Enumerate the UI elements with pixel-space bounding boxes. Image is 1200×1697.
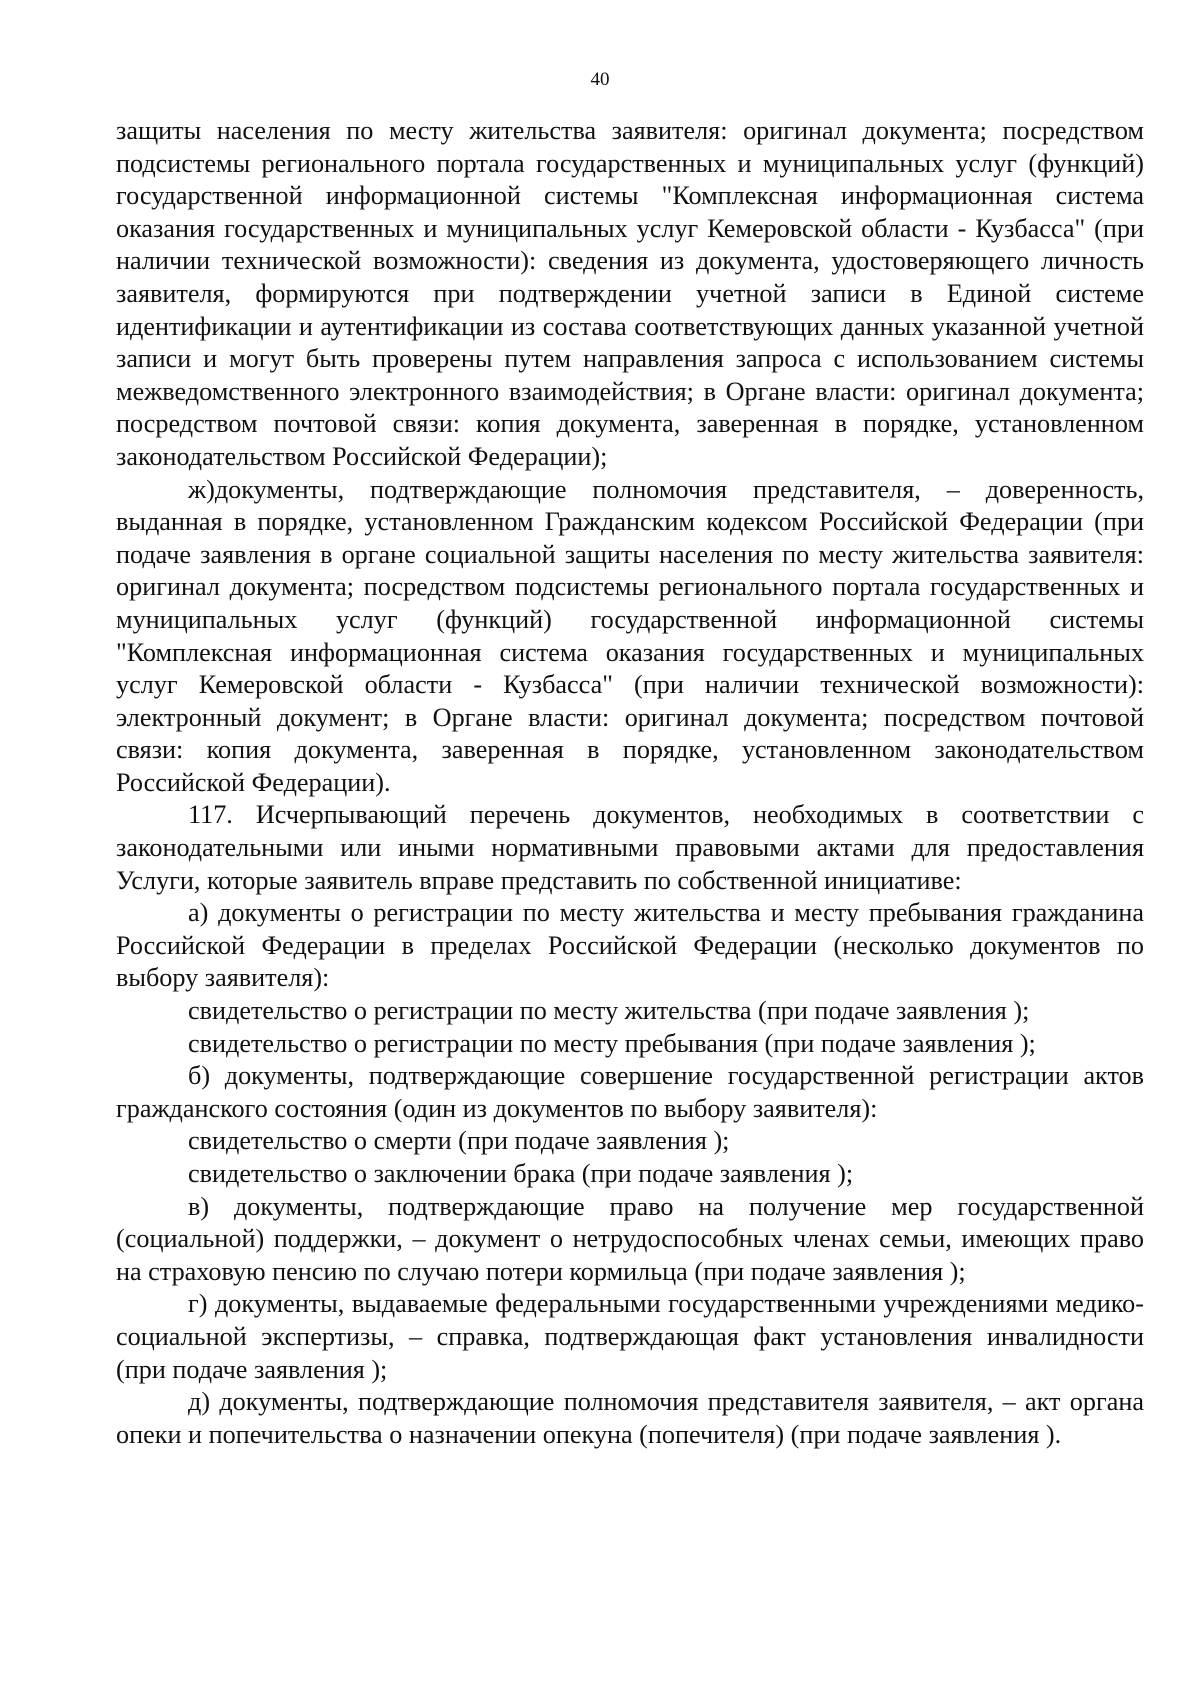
paragraph-item-a-2: свидетельство о регистрации по месту пребывания (при подаче заявления ); xyxy=(188,1028,1036,1058)
paragraph-item-b: б) документы, подтверждающие совершение государственной регистрации актов гражданского состояния (один из документов по выбору заявителя): xyxy=(116,1061,1144,1123)
paragraph-item-b-2: свидетельство о заключении брака (при подаче заявления ); xyxy=(188,1159,854,1188)
page-number: 40 xyxy=(590,69,610,90)
paragraph-item-g: г) документы, выдаваемые федеральными государственными учреждениями медико-социальной экспертизы, – справка, подтверждающая факт установления инвалидности (при подаче заявления ); xyxy=(116,1289,1144,1384)
document-body xyxy=(116,115,1144,1451)
paragraph-item-b-1: свидетельство о смерти (при подаче заявления ); xyxy=(188,1126,730,1156)
paragraph-117: 117. Исчерпывающий перечень документов, необходимых в соответствии с законодательными или иными нормативными правовыми актами для предоставления Услуги, которые заявитель вправе представить по собственной инициативе: xyxy=(116,800,1144,895)
paragraph-continuation: защиты населения по месту жительства заявителя: оригинал документа; посредством подсистемы регионального портала государственных и муниципальных услуг (функций) государственной информационной системы "Комплексная информационная система оказания государственных и муниципальных услуг Кемеровской области - Кузбасса" (при наличии технической возможности): сведения из документа, удостоверяющего личность заявителя, формируются при подтверждении учетной записи в Единой системе идентификации и аутентификации из состава соответствующих данных указанной учетной записи и могут быть проверены путем направления запроса с использованием системы межведомственного электронного взаимодействия; в Органе власти: оригинал документа; посредством почтовой связи: копия документа, заверенная в порядке, установленном законодательством Российской Федерации); xyxy=(116,116,1144,471)
paragraph-item-a: а) документы о регистрации по месту жительства и месту пребывания гражданина Российской Федерации в пределах Российской Федерации (несколько документов по выбору заявителя): xyxy=(116,898,1144,993)
paragraph-item-zh: ж)документы, подтверждающие полномочия представителя, – доверенность, выданная в порядке, установленном Гражданским кодексом Российской Федерации (при подаче заявления в органе социальной защиты населения по месту жительства заявителя: оригинал документа; посредством подсистемы регионального портала государственных и муниципальных услуг (функций) государственной информационной системы "Комплексная информационная система оказания государственных и муниципальных услуг Кемеровской области - Кузбасса" (при наличии технической возможности): электронный документ; в Органе власти: оригинал документа; посредством почтовой связи: копия документа, заверенная в порядке, установленном законодательством Российской Федерации). xyxy=(116,474,1144,797)
paragraph-item-a-1: свидетельство о регистрации по месту жительства (при подаче заявления ); xyxy=(188,996,1030,1026)
paragraph-item-v: в) документы, подтверждающие право на получение мер государственной (социальной) поддержки, – документ о нетрудоспособных членах семьи, имеющих право на страховую пенсию по случаю потери кормильца (при подаче заявления ); xyxy=(116,1191,1144,1286)
paragraph-item-d: д) документы, подтверждающие полномочия представителя заявителя, – акт органа опеки и попечительства о назначении опекуна (попечителя) (при подаче заявления ). xyxy=(116,1387,1144,1449)
